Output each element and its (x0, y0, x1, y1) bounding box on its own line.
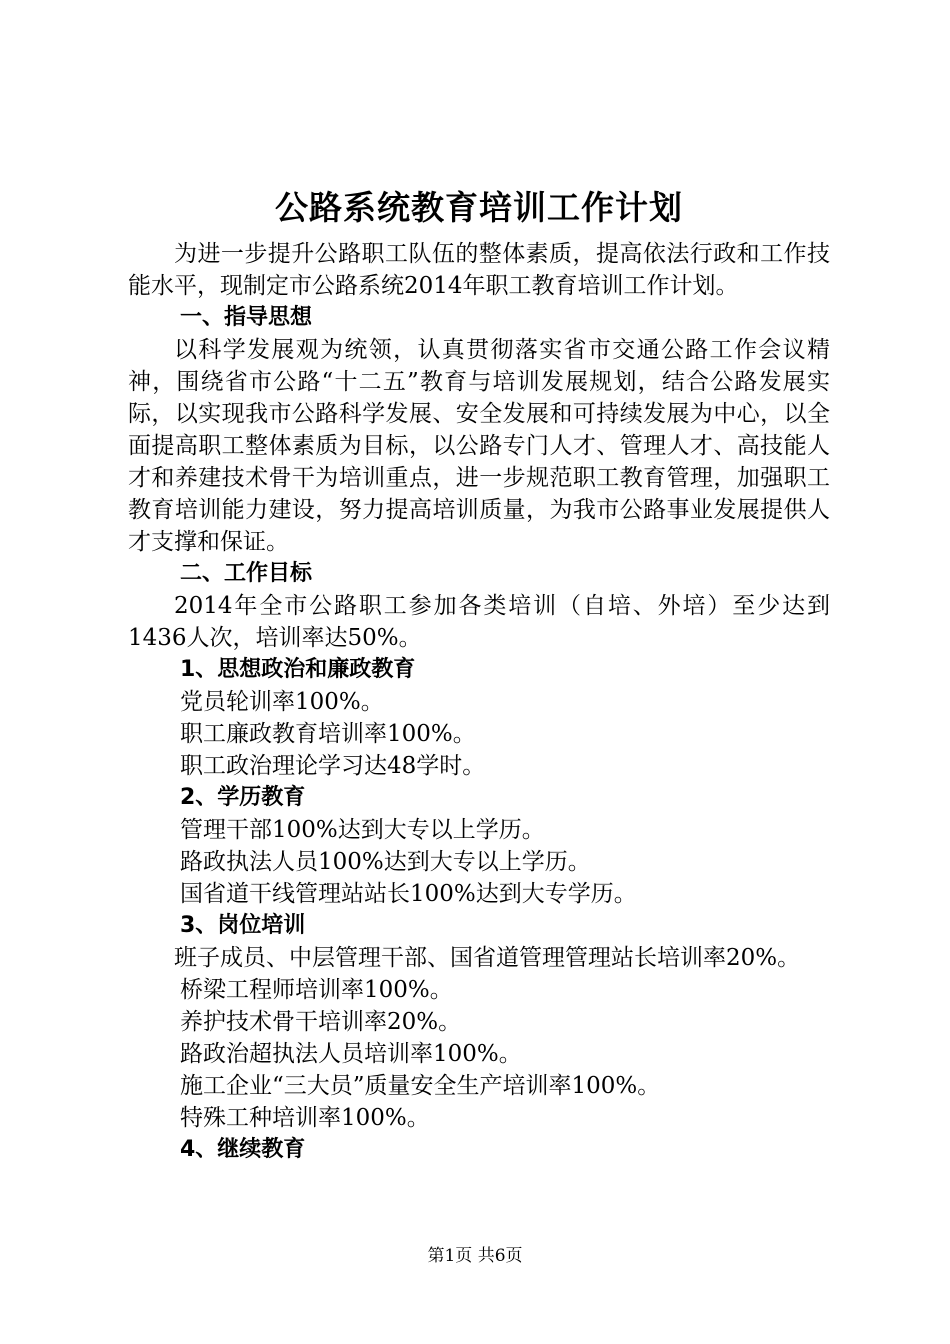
list-item: 党员轮训率100%。 (180, 689, 384, 715)
document-page (128, 180, 830, 1166)
list-item: 桥梁工程师培训率100%。 (180, 977, 453, 1003)
list-item: 国省道干线管理站站长100%达到大专学历。 (180, 881, 637, 907)
subheading-political-education: 1、思想政治和廉政教育 (180, 657, 416, 682)
intro-paragraph: 为进一步提升公路职工队伍的整体素质，提高依法行政和工作技能水平，现制定市公路系统2014年职工教育培训工作计划。 (128, 241, 830, 299)
document-title: 公路系统教育培训工作计划 (275, 188, 683, 227)
list-item: 特殊工种培训率100%。 (180, 1105, 430, 1131)
list-item: 养护技术骨干培训率20%。 (180, 1009, 462, 1035)
list-item: 职工廉政教育培训率100%。 (180, 721, 476, 747)
list-item: 路政执法人员100%达到大专以上学历。 (180, 849, 591, 875)
subheading-academic-education: 2、学历教育 (180, 785, 306, 810)
list-item: 施工企业“三大员”质量安全生产培训率100%。 (180, 1073, 661, 1099)
section-heading-work-goals: 二、工作目标 (180, 561, 313, 586)
guiding-ideology-paragraph: 以科学发展观为统领，认真贯彻落实省市交通公路工作会议精神，围绕省市公路“十二五”教育与培训发展规划，结合公路发展实际，以实现我市公路科学发展、安全发展和可持续发展为中心，以全面提高职工整体素质为目标，以公路专门人才、管理人才、高技能人才和养建技术骨干为培训重点，进一步规范职工教育管理，加强职工教育培训能力建设，努力提高培训质量，为我市公路事业发展提供人才支撑和保证。 (128, 337, 830, 555)
list-item: 路政治超执法人员培训率100%。 (180, 1041, 522, 1067)
list-item: 职工政治理论学习达48学时。 (180, 753, 486, 779)
subheading-continuing-education: 4、继续教育 (180, 1137, 306, 1162)
page-footer: 第1页 共6页 (427, 1246, 523, 1266)
job-training-lead-paragraph: 班子成员、中层管理干部、国省道管理管理站长培训率20%。 (174, 945, 801, 971)
list-item: 管理干部100%达到大专以上学历。 (180, 817, 545, 843)
section-heading-guiding-ideology: 一、指导思想 (180, 305, 313, 330)
subheading-job-training: 3、岗位培训 (180, 913, 306, 938)
work-goals-paragraph: 2014年全市公路职工参加各类培训（自培、外培）至少达到1436人次，培训率达50%。 (128, 593, 830, 651)
